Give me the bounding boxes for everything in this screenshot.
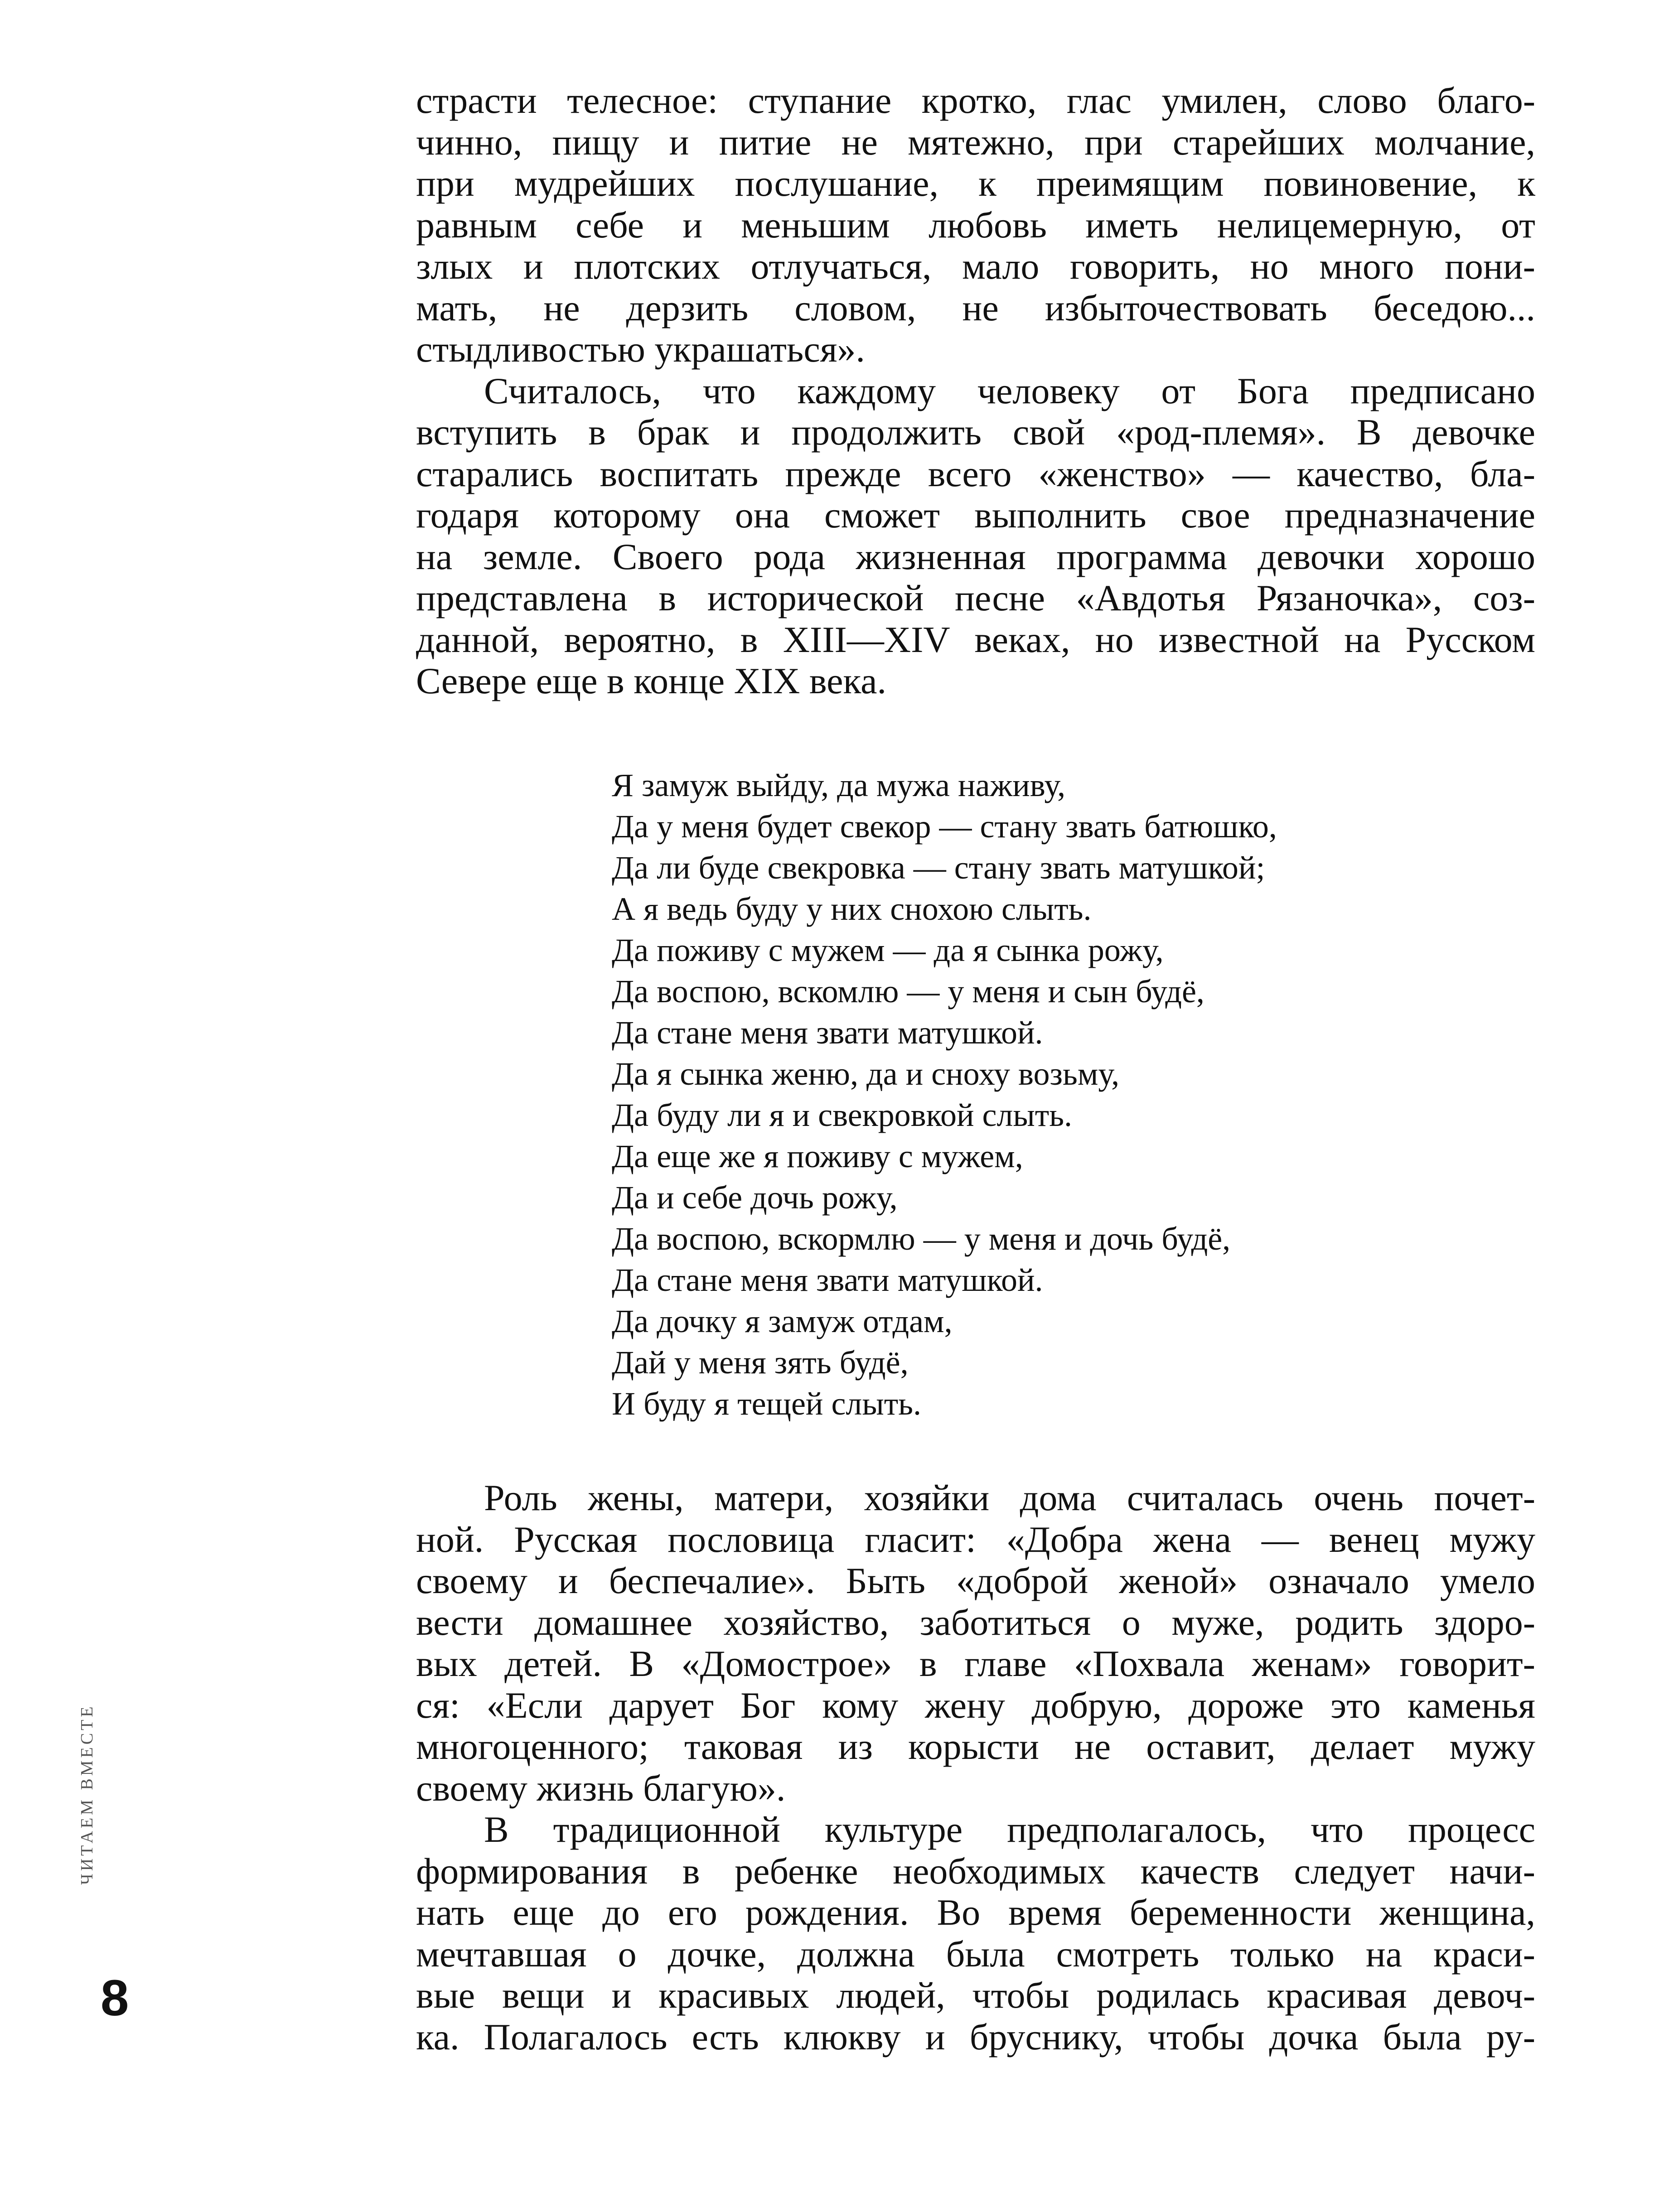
paragraph bbox=[416, 370, 1535, 702]
text-line: мать, не дерзить словом, не избыточествовать беседою... bbox=[416, 287, 1535, 328]
text-line: своему и беспечалие». Быть «доброй женой» означало умело bbox=[416, 1560, 1535, 1601]
verse-line: Да у меня будет свекор — стану звать батюшко, bbox=[612, 808, 1277, 845]
paragraph bbox=[416, 80, 1535, 370]
verse-line: Да я сынка женю, да и сноху возьму, bbox=[612, 1056, 1120, 1092]
text-line: многоценного; таковая из корысти не оставит, делает мужу bbox=[416, 1726, 1535, 1767]
text-line: чинно, пищу и питие не мятежно, при старейших молчание, bbox=[416, 121, 1535, 163]
verse-line: Да поживу с мужем — да я сынка рожу, bbox=[612, 932, 1164, 968]
text-line: вых детей. В «Домострое» в главе «Похвала женам» говорит- bbox=[416, 1643, 1535, 1684]
verse-line: Я замуж выйду, да мужа наживу, bbox=[612, 767, 1066, 803]
running-head: ЧИТАЕМ ВМЕСТЕ bbox=[77, 1704, 97, 1885]
text-line: при мудрейших послушание, к преимящим повиновение, к bbox=[416, 163, 1535, 204]
verse-line: И буду я тещей слыть. bbox=[612, 1386, 922, 1422]
verse-line: Да и себе дочь рожу, bbox=[612, 1179, 898, 1216]
text-line: вести домашнее хозяйство, заботиться о муже, родить здоро- bbox=[416, 1601, 1535, 1643]
text-line: Считалось, что каждому человеку от Бога предписано bbox=[484, 370, 1535, 411]
text-line: вые вещи и красивых людей, чтобы родилась красивая девоч- bbox=[416, 1975, 1535, 2016]
text-line: старались воспитать прежде всего «женство» — качество, бла- bbox=[416, 453, 1535, 494]
text-line: данной, вероятно, в XIII—XIV веках, но известной на Русском bbox=[416, 618, 1535, 660]
verse-line: Да ли буде свекровка — стану звать матушкой; bbox=[612, 850, 1265, 886]
text-line: формирования в ребенке необходимых качеств следует начи- bbox=[416, 1850, 1535, 1892]
verse-block bbox=[612, 765, 1473, 1425]
text-line: мечтавшая о дочке, должна была смотреть только на краси- bbox=[416, 1933, 1535, 1975]
text-line: В традиционной культуре предполагалось, что процесс bbox=[484, 1809, 1535, 1850]
text-block-top bbox=[416, 80, 1535, 702]
paragraph bbox=[416, 1809, 1535, 2057]
verse-line: Да воспою, вскормлю — у меня и дочь будё, bbox=[612, 1221, 1231, 1257]
verse-line: Да стане меня звати матушкой. bbox=[612, 1262, 1043, 1298]
verse-line: А я ведь буду у них снохою слыть. bbox=[612, 891, 1092, 927]
text-line: ка. Полагалось есть клюкву и бруснику, чтобы дочка была ру- bbox=[416, 2016, 1535, 2057]
text-line: годаря которому она сможет выполнить свое предназначение bbox=[416, 494, 1535, 536]
text-line: на земле. Своего рода жизненная программа девочки хорошо bbox=[416, 536, 1535, 577]
text-line: страсти телесное: ступание кротко, глас умилен, слово благо- bbox=[416, 80, 1535, 121]
verse-line: Да буду ли я и свекровкой слыть. bbox=[612, 1097, 1073, 1133]
text-block-bottom bbox=[416, 1477, 1535, 2057]
text-line: злых и плотских отлучаться, мало говорить, но много пони- bbox=[416, 246, 1535, 287]
text-line: вступить в брак и продолжить свой «род-племя». В девочке bbox=[416, 411, 1535, 453]
text-line: представлена в исторической песне «Авдотья Рязаночка», соз- bbox=[416, 577, 1535, 618]
verse-line: Да стане меня звати матушкой. bbox=[612, 1014, 1043, 1051]
text-line: своему жизнь благую». bbox=[416, 1767, 786, 1809]
text-line: нать еще до его рождения. Во время беременности женщина, bbox=[416, 1892, 1535, 1933]
text-line: Роль жены, матери, хозяйки дома считалась очень почет- bbox=[484, 1477, 1535, 1518]
text-line: стыдливостью украшаться». bbox=[416, 328, 865, 370]
verse-line: Дай у меня зять будё, bbox=[612, 1344, 909, 1381]
page-number: 8 bbox=[101, 1970, 129, 2026]
paragraph bbox=[416, 1477, 1535, 1809]
text-line: ной. Русская пословица гласит: «Добра жена — венец мужу bbox=[416, 1518, 1535, 1560]
verse-line: Да воспою, вскомлю — у меня и сын будё, bbox=[612, 973, 1204, 1009]
text-line: ся: «Если дарует Бог кому жену добрую, дороже это каменья bbox=[416, 1684, 1535, 1726]
text-line: Севере еще в конце XIX века. bbox=[416, 660, 886, 701]
verse-line: Да еще же я поживу с мужем, bbox=[612, 1138, 1023, 1174]
text-line: равным себе и меньшим любовь иметь нелицемерную, от bbox=[416, 204, 1535, 246]
verse-line: Да дочку я замуж отдам, bbox=[612, 1303, 953, 1339]
